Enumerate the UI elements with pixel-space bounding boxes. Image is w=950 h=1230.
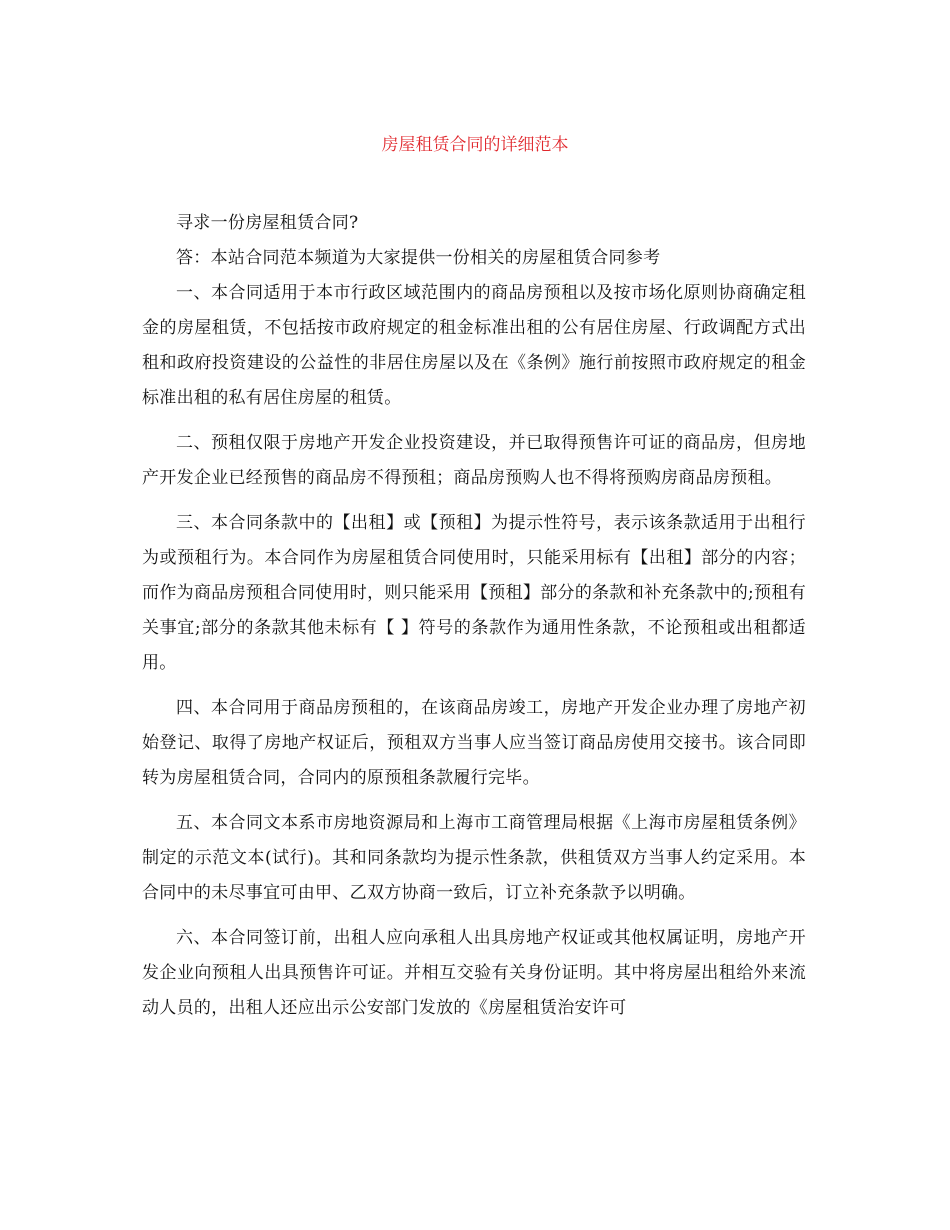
paragraph-question: 寻求一份房屋租赁合同? xyxy=(176,213,359,233)
paragraph-clause-5: 五、本合同文本系市房地资源局和上海市工商管理局根据《上海市房屋租赁条例》制定的示范文本(试行)。其和同条款均为提示性条款，供租赁双方当事人约定采用。本合同中的未尽事宜可由甲、乙双方协商一致后，订立补充条款予以明确。 xyxy=(142,813,806,903)
document-body xyxy=(142,206,806,1026)
document-title: 房屋租赁合同的详细范本 xyxy=(381,135,569,155)
paragraph-clause-6: 六、本合同签订前，出租人应向承租人出具房地产权证或其他权属证明，房地产开发企业向预租人出具预售许可证。并相互交验有关身份证明。其中将房屋出租给外来流动人员的，出租人还应出示公安部门发放的《房屋租赁治安许可 xyxy=(142,928,806,1018)
paragraph-clause-4: 四、本合同用于商品房预租的，在该商品房竣工，房地产开发企业办理了房地产初始登记、取得了房地产权证后，预租双方当事人应当签订商品房使用交接书。该合同即转为房屋租赁合同，合同内的原预租条款履行完毕。 xyxy=(142,698,806,788)
paragraph-clause-1: 一、本合同适用于本市行政区域范围内的商品房预租以及按市场化原则协商确定租金的房屋租赁，不包括按市政府规定的租金标准出租的公有居住房屋、行政调配方式出租和政府投资建设的公益性的非居住房屋以及在《条例》施行前按照市政府规定的租金标准出租的私有居住房屋的租赁。 xyxy=(142,283,806,408)
paragraph-answer: 答：本站合同范本频道为大家提供一份相关的房屋租赁合同参考 xyxy=(176,248,661,268)
paragraph-clause-2: 二、预租仅限于房地产开发企业投资建设，并已取得预售许可证的商品房，但房地产开发企业已经预售的商品房不得预租；商品房预购人也不得将预购房商品房预租。 xyxy=(142,433,806,488)
paragraph-clause-3: 三、本合同条款中的【出租】或【预租】为提示性符号，表示该条款适用于出租行为或预租行为。本合同作为房屋租赁合同使用时，只能采用标有【出租】部分的内容；而作为商品房预租合同使用时，则只能采用【预租】部分的条款和补充条款中的;预租有关事宜;部分的条款其他未标有【 】符号的条款作为通用性条款，不论预租或出租都适用。 xyxy=(142,513,806,673)
